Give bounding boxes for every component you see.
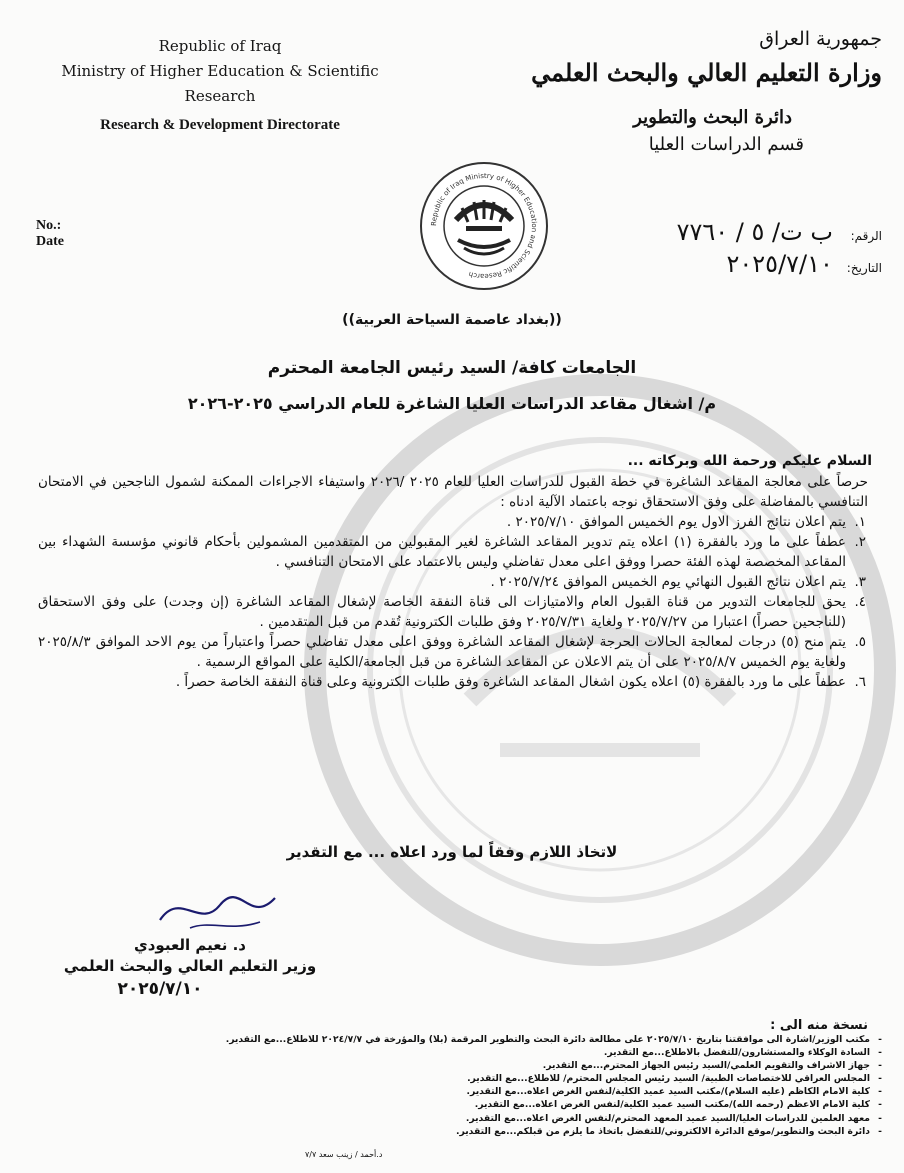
cc-item: -السادة الوكلاء والمستشارون/للتفضل بالاطلاع...مع التقدير. [603, 1047, 882, 1059]
en-date-label: Date [36, 234, 64, 249]
en-no-label: No.: [36, 218, 62, 233]
cc-heading: نسخة منه الى : [770, 1018, 868, 1033]
closing-line: لاتخاذ اللازم وفقاً لما ورد اعلاه ... مع التقدير [286, 843, 618, 861]
reference-number [622, 218, 882, 246]
baghdad-motto: ((بغداد عاصمة السياحة العربية)) [342, 312, 562, 328]
list-item: ٣. يتم اعلان نتائج القبول النهائي يوم الخميس الموافق ٢٠٢٥/٧/٢٤ . [490, 574, 866, 590]
en-directorate: Research & Development Directorate [100, 117, 340, 133]
signature-block [40, 936, 340, 999]
ar-section: قسم الدراسات العليا [648, 134, 804, 155]
subject-line: م/ اشغال مقاعد الدراسات العليا الشاغرة للعام الدراسي ٢٠٢٥-٢٠٢٦ [187, 394, 717, 413]
ref-number-label: الرقم: [850, 229, 882, 243]
typist-initials: د.أحمد / زينب سعد ٧/٧ [305, 1150, 383, 1159]
cc-item: -جهاز الاشراف والتقويم العلمي/السيد رئيس الجهاز المحترم...مع التقدير. [542, 1060, 882, 1072]
cc-item: -المجلس العراقي للاختصاصات الطبية/ السيد رئيس المجلس المحترم/ للاطلاع...مع التقدير. [467, 1073, 882, 1085]
cc-item: -معهد العلمين للدراسات العليا/السيد عميد المعهد المحترم/لنفس الغرض اعلاه...مع التقدير. [465, 1112, 882, 1124]
cc-list [122, 1033, 882, 1138]
list-item: ٦. عطفاً على ما ورد بالفقرة (٥) اعلاه يكون اشغال المقاعد الشاغرة وفق طلبات الكترونية وعلى قناة النفقة الخاصة حصراً . [175, 674, 866, 690]
cc-item: -كلية الامام الاعظم (رحمه الله)/مكتب السيد عميد الكلية/لنفس الغرض اعلاه...مع التقدير. [474, 1099, 882, 1111]
ar-republic: جمهورية العراق [759, 28, 882, 50]
en-ministry: Ministry of Higher Education & Scientific [61, 62, 379, 80]
cc-item: -كلية الامام الكاظم (عليه السلام)/مكتب السيد عميد الكلية/لنفس الغرض اعلاه...مع التقدير. [466, 1086, 882, 1098]
cc-item: -دائرة البحث والتطوير/موقع الدائرة الالكتروني/للتفضل باتخاذ ما يلزم من قبلكم...مع التقدير. [456, 1125, 882, 1137]
arabic-letterhead [522, 28, 882, 155]
intro-paragraph: حرصاً على معالجة المقاعد الشاغرة في خطة القبول للدراسات العليا للعام ٢٠٢٥ /٢٠٢٦ واستيفاء الاجراءات الممكنة لشمول الناجحين في الامتحان التنافسي بالمفاضلة على وفق الاستحقاق نوجه باعتماد الآلية ادناه : [38, 474, 869, 510]
instruction-list [38, 512, 868, 692]
en-number-date [36, 218, 64, 250]
signatory-name: د. نعيم العبودي [133, 936, 247, 954]
reference-date [622, 250, 882, 278]
en-ministry-cont: Research [184, 87, 256, 105]
greeting-line: السلام عليكم ورحمة الله وبركاته ... [627, 453, 872, 469]
handwritten-signature-icon [150, 880, 290, 940]
list-item: ٥. يتم منح (٥) درجات لمعالجة الحالات الحرجة لإشغال المقاعد الشاغرة ووفق اعلى معدل تفاضلي حصراً واعتباراً من يوم الاحد الموافق ٢٠٢٥/٨/٣ ولغاية يوم الخميس ٢٠٢٥/٨/٧ على أن يتم الاعلان عن المقاعد الشاغرة من قبل الجامعة/الكلية على المواقع الرسمية . [38, 634, 866, 670]
en-republic: Republic of Iraq [158, 37, 282, 55]
list-item: ١. يتم اعلان نتائج الفرز الاول يوم الخميس الموافق ٢٠٢٥/٧/١٠ . [506, 514, 866, 530]
letter-body [38, 472, 868, 692]
list-item: ٢. عطفاً على ما ورد بالفقرة (١) اعلاه يتم تدوير المقاعد الشاغرة لغير المقبولين من المتقدمين المشمولين بأحكام قانوني مؤسسة الشهداء بين المقاعد المخصصة لهذه الفئة حصرا ووفق اعلى معدل تفاضلي وليس بالاعتماد على الامتحان التنافسي . [38, 534, 866, 570]
ref-date-value: ٢٠٢٥/٧/١٠ [726, 250, 833, 278]
addressee-line: الجامعات كافة/ السيد رئيس الجامعة المحترم [267, 358, 637, 378]
ar-directorate: دائرة البحث والتطوير [633, 107, 792, 128]
ministry-emblem-icon [418, 160, 550, 292]
cc-item: -مكتب الوزير/اشارة الى موافقتنا بتاريخ ٢٠٢٥/٧/١٠ على مطالعة دائرة البحث والتطوير المرقمة (بلا) والمؤرخة في ٢٠٢٤/٧/٧ للاطلاع...مع التقدير. [225, 1034, 882, 1045]
list-item: ٤. يحق للجامعات التدوير من قناة القبول العام والامتيازات الى قناة النفقة الخاصة لإشغال المقاعد الشاغرة (إن وجدت) على وفق الاستحقاق (للناجحين حصراً) اعتبارا من ٢٠٢٥/٧/٢٧ ولغاية ٢٠٢٥/٧/٣١ وفق طلبات الكترونية تُقدم من قبل المتقدمين . [38, 594, 866, 630]
signatory-title: وزير التعليم العالي والبحث العلمي [63, 957, 317, 975]
ref-date-label: التاريخ: [846, 261, 882, 275]
ar-ministry: وزارة التعليم العالي والبحث العلمي [531, 58, 882, 87]
english-letterhead [40, 34, 400, 138]
seal-ring-text: Republic of Iraq Ministry of Higher Education and Scientific Research [429, 171, 539, 281]
ref-number-value: ب ت/ ٥ / ٧٧٦٠ [676, 218, 833, 246]
signature-date: ٢٠٢٥/٧/١٠ [117, 979, 203, 999]
